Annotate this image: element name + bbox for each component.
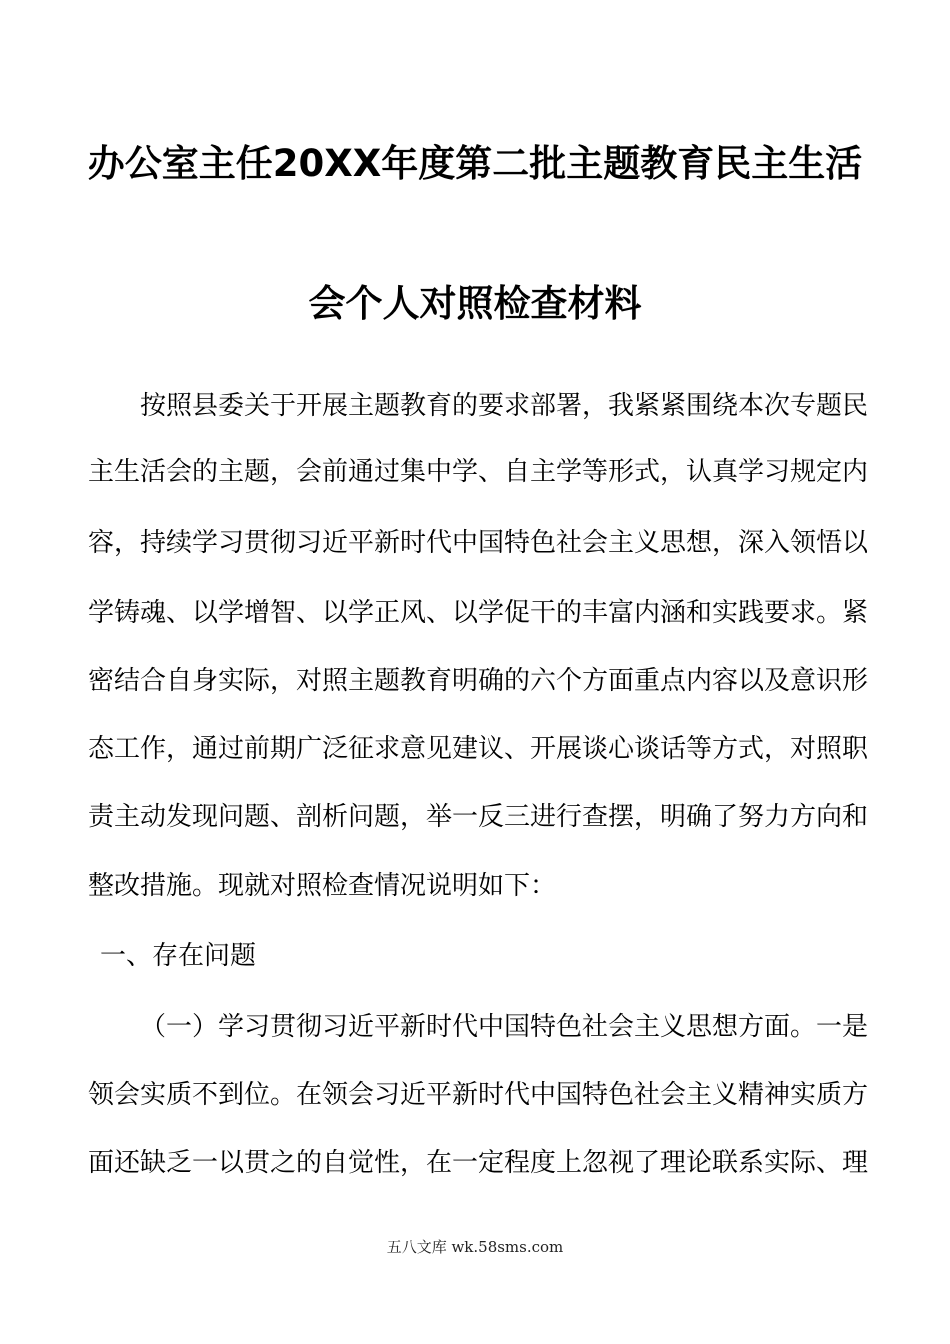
- paragraph-1-line: 整改措施。现就对照检查情况说明如下：: [88, 871, 557, 901]
- paragraph-1-line: 按照县委关于开展主题教育的要求部署，我紧紧围绕本次专题民: [140, 391, 869, 421]
- paragraph-1-line: 密结合自身实际，对照主题教育明确的六个方面重点内容以及意识形: [88, 666, 869, 696]
- paragraph-2-line: 面还缺乏一以贯之的自觉性，在一定程度上忽视了理论联系实际、理: [88, 1148, 869, 1178]
- document-title-line-1: 办公室主任20XX年度第二批主题教育民主生活: [87, 142, 863, 185]
- paragraph-1-line: 主生活会的主题，会前通过集中学、自主学等形式，认真学习规定内: [88, 457, 869, 487]
- footer-watermark: 五八文库 wk.58sms.com: [386, 1238, 564, 1256]
- paragraph-1-line: 责主动发现问题、剖析问题，举一反三进行查摆，明确了努力方向和: [88, 802, 869, 832]
- paragraph-2-line: 领会实质不到位。在领会习近平新时代中国特色社会主义精神实质方: [88, 1080, 869, 1110]
- paragraph-1-line: 学铸魂、以学增智、以学正风、以学促干的丰富内涵和实践要求。紧: [88, 598, 869, 628]
- paragraph-1-line: 态工作，通过前期广泛征求意见建议、开展谈心谈话等方式，对照职: [88, 734, 869, 764]
- section-heading: 一、存在问题: [100, 941, 257, 971]
- paragraph-2-line: （一）学习贯彻习近平新时代中国特色社会主义思想方面。一是: [140, 1012, 869, 1042]
- document-title-line-2: 会个人对照检查材料: [308, 282, 642, 325]
- paragraph-1-line: 容，持续学习贯彻习近平新时代中国特色社会主义思想，深入领悟以: [88, 528, 869, 558]
